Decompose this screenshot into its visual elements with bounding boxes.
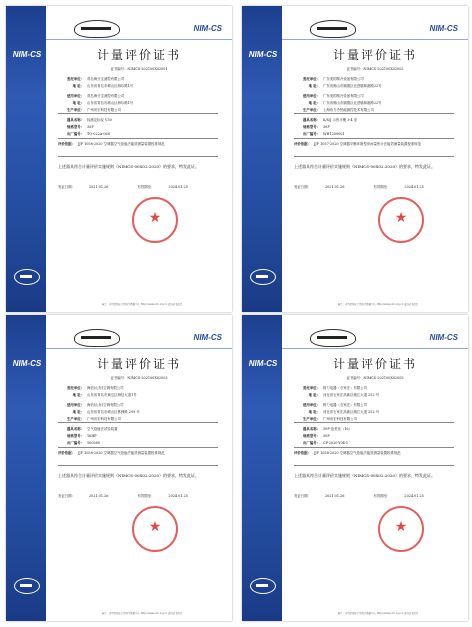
divider [58,138,218,139]
serial-value: CP-2020-Y04-1 [323,441,349,445]
field-label: 发证日期： [294,494,311,498]
field-label: 评价依据： [294,451,311,455]
applicant-address-row [294,83,462,88]
model-row [294,433,462,438]
instrument-value: 空气焓值法试验装置 [87,427,118,431]
field-label: 委托单位： [67,77,84,81]
dates-row [294,493,454,498]
field-label: 地 址： [72,101,84,105]
field-label: 委托单位： [303,386,320,390]
applicant-address-value: 山东省青岛市黄岛区海信大道1号 [87,393,137,397]
field-label: 规格型号： [67,125,84,129]
spec-row [58,451,218,456]
certificate-number: 证书编号：NIMCS-202100X02002 [346,67,404,71]
valid-date [373,493,437,498]
issue-date [294,493,358,498]
user-address-row [294,100,462,105]
instrument-row [294,426,462,431]
valid-date-value: 2024.01.25 [168,494,188,498]
applicant-address-value: 河北省石家庄高新区湘江大道 252 号 [323,393,380,397]
field-label: 发证日期： [58,185,75,189]
divider [294,447,454,448]
field-label: 委托单位： [303,77,320,81]
divider [294,138,454,139]
field-label: 生产单位： [303,417,320,421]
side-band [6,6,46,312]
star-icon: ★ [394,519,408,535]
user-value: 海信(山东)空调有限公司 [87,403,124,407]
spec-value: JJF 1058-2020 空调器空气焓值法能效测量装置校准规范 [77,451,165,455]
manufacturer-value: 广州讯宏科技有限公司 [87,108,121,112]
instrument-value: K/S/J 示热平衡 3-4 室 [323,118,358,122]
field-label: 使用单位： [67,94,84,98]
applicant-value: 青岛海分宝测控有限公司 [87,77,125,81]
official-seal [132,506,178,552]
certificate-card [242,6,468,312]
spec-row [58,142,218,147]
field-label: 发证日期： [58,494,75,498]
serial-value: 100580 [87,441,100,445]
brand-mark: NIM-CS [193,24,222,33]
serial-row [294,131,462,136]
footer-note: 备注：可登录国家计量科学数据中心 http://www.nim.org.cn 查询证书信息 [337,612,419,615]
field-label: 有效期至： [137,494,155,498]
field-label: 规格型号： [303,434,320,438]
user-address-value: 山东省青岛市崂山区株洲路 299 号 [87,410,140,414]
issue-date-value: 2021.01.26 [324,494,345,498]
spec-value: JJF 1058-2020 空调器空气焓值法能效测量装置校准规范 [77,142,165,146]
divider [58,447,218,448]
certificate-card [6,315,232,621]
field-label: 生产单位： [303,108,320,112]
certificate-title: 计量评价证书 [96,48,181,62]
nim-emblem-icon [74,20,120,38]
instrument-value: 检测定标仪 V30 [87,118,112,122]
brand-mark: NIM-CS [193,333,222,342]
divider [294,113,454,114]
official-seal [378,197,424,243]
serial-row [294,440,462,445]
serial-value: TQ-022A-068 [87,132,110,136]
valid-date-value: 2024.01.25 [404,185,424,189]
band-brand: NIM-CS [12,50,42,59]
model-value: 30P [87,125,94,129]
band-brand: NIM-CS [12,359,42,368]
field-label: 地 址： [308,410,320,414]
band-brand: NIM-CS [248,359,278,368]
nim-emblem-icon [310,329,356,347]
result-statement: 上述器具符合计量评价实施规则（NIMCS-00X02:2020）的要求，特发此证。 [58,164,200,169]
field-label: 使用单位： [303,403,320,407]
side-band [242,315,282,621]
user-row [294,93,462,98]
manufacturer-row [294,107,462,112]
user-address-value: 山东省青岛市崂山区海尔路1号 [87,101,134,105]
field-label: 出厂编号： [67,441,84,445]
field-label: 有效期至： [373,185,391,189]
nim-emblem-icon [310,20,356,38]
nim-logo-icon [250,578,276,594]
model-row [58,124,226,129]
side-band [242,6,282,312]
user-row [58,402,226,407]
valid-date-value: 2024.01.25 [404,494,424,498]
field-label: 出厂编号： [67,132,84,136]
field-label: 地 址： [308,101,320,105]
result-statement: 上述器具符合计量评价实施规则（NIMCS-00X02:2020）的要求，特发此证。 [58,473,200,478]
certificate-number: 证书编号：NIMCS-202100X02005 [346,376,404,380]
field-label: 生产单位： [67,417,84,421]
official-seal [132,197,178,243]
applicant-value: 海信(山东)空调有限公司 [87,386,124,390]
user-value: 格力电器（石家庄）有限公司 [323,403,368,407]
valid-date [137,184,201,189]
manufacturer-row [58,107,226,112]
certificate-title: 计量评价证书 [332,48,417,62]
issue-date-value: 2021.01.26 [324,185,345,189]
model-value: 30P [323,434,330,438]
field-label: 出厂编号： [303,132,320,136]
field-label: 评价依据： [294,142,311,146]
divider [46,39,232,40]
field-label: 地 址： [308,84,320,88]
issue-date [58,493,122,498]
user-address-value: 河北省石家庄高新区湘江大道 252 号 [323,410,380,414]
dates-row [58,493,218,498]
instrument-row [58,426,226,431]
manufacturer-value: 广州讯宏科技有限公司 [87,417,121,421]
serial-row [58,131,226,136]
model-value: 30P [323,125,330,129]
field-label: 地 址： [72,84,84,88]
user-address-value: 广东省佛山市顺德区北滘镇林港路22号 [323,101,382,105]
field-label: 使用单位： [303,94,320,98]
divider [58,156,218,157]
valid-date [373,184,437,189]
band-brand: NIM-CS [248,50,278,59]
divider [294,156,454,157]
applicant-address-value: 山东省青岛市崂山区海尔路1号 [87,84,134,88]
model-row [58,433,226,438]
applicant-address-value: 广东省佛山市顺德区北滘镇林港路22号 [323,84,382,88]
valid-date-value: 2024.01.25 [168,185,188,189]
star-icon: ★ [394,210,408,226]
field-label: 出厂编号： [303,441,320,445]
user-row [294,402,462,407]
divider [58,422,218,423]
divider [282,348,468,349]
field-label: 评价依据： [58,451,75,455]
divider [282,39,468,40]
nim-emblem-icon [74,329,120,347]
star-icon: ★ [148,519,162,535]
applicant-value: 广东美的制冷设备有限公司 [323,77,364,81]
instrument-row [294,117,462,122]
certificate-title: 计量评价证书 [96,357,181,371]
nim-logo-icon [250,269,276,285]
manufacturer-value: 广州讯宏科技有限公司 [323,417,357,421]
applicant-address-row [294,392,462,397]
star-icon: ★ [148,210,162,226]
footer-note: 备注：可登录国家计量科学数据中心 http://www.nim.org.cn 查询证书信息 [101,303,183,306]
field-label: 评价依据： [58,142,75,146]
manufacturer-row [58,416,226,421]
field-label: 有效期至： [137,185,155,189]
applicant-row [294,385,462,390]
applicant-value: 格力电器（石家庄）有限公司 [323,386,368,390]
field-label: 规格型号： [303,125,320,129]
serial-value: WH1200001 [323,132,345,136]
footer-note: 备注：可登录国家计量科学数据中心 http://www.nim.org.cn 查询证书信息 [101,612,183,615]
certificate-number: 证书编号：NIMCS-202100X02003 [110,376,168,380]
spec-value: JJF 1058-2020 空调器空气焓值法能效测量装置校准规范 [313,451,401,455]
nim-logo-icon [14,578,40,594]
divider [58,465,218,466]
user-address-row [58,100,226,105]
field-label: 规格型号： [67,434,84,438]
field-label: 有效期至： [373,494,391,498]
field-label: 地 址： [72,393,84,397]
applicant-row [58,385,226,390]
brand-mark: NIM-CS [429,333,458,342]
user-value: 青岛海分宝测控有限公司 [87,94,125,98]
field-label: 器具名称： [67,118,84,122]
spec-row [294,451,454,456]
applicant-row [294,76,462,81]
field-label: 器具名称： [303,427,320,431]
field-label: 器具名称： [303,118,320,122]
certificate-card [242,315,468,621]
instrument-value: 30P 焓差室（16） [323,427,352,431]
issue-date-value: 2021.01.26 [88,185,109,189]
valid-date [137,493,201,498]
manufacturer-row [294,416,462,421]
user-address-row [294,409,462,414]
model-row [294,124,462,129]
field-label: 地 址： [308,393,320,397]
field-label: 器具名称： [67,427,84,431]
dates-row [294,184,454,189]
manufacturer-value: 上海协力冷热能测控技术有限公司 [323,108,374,112]
user-address-row [58,409,226,414]
result-statement: 上述器具符合计量评价实施规则（NIMCS-00X02:2020）的要求，特发此证。 [294,473,436,478]
field-label: 发证日期： [294,185,311,189]
applicant-row [58,76,226,81]
certificate-card [6,6,232,312]
user-value: 广东美的制冷设备有限公司 [323,94,364,98]
issue-date [294,184,358,189]
model-value: 16HP [87,434,97,438]
serial-row [58,440,226,445]
nim-logo-icon [14,269,40,285]
official-seal [378,506,424,552]
field-label: 生产单位： [67,108,84,112]
spec-row [294,142,454,147]
dates-row [58,184,218,189]
certificate-title: 计量评价证书 [332,357,417,371]
certificate-number: 证书编号：NIMCS-202100X02001 [110,67,168,71]
field-label: 使用单位： [67,403,84,407]
applicant-address-row [58,392,226,397]
user-row [58,93,226,98]
divider [46,348,232,349]
applicant-address-row [58,83,226,88]
divider [294,465,454,466]
issue-date-value: 2021.01.26 [88,494,109,498]
brand-mark: NIM-CS [429,24,458,33]
spec-value: JJF 1057-2020 空调器平衡环境型房间量热计法能效测量装置校准规范 [313,142,421,146]
side-band [6,315,46,621]
field-label: 委托单位： [67,386,84,390]
divider [294,422,454,423]
instrument-row [58,117,226,122]
divider [58,113,218,114]
field-label: 地 址： [72,410,84,414]
result-statement: 上述器具符合计量评价实施规则（NIMCS-00X02:2020）的要求，特发此证。 [294,164,436,169]
footer-note: 备注：可登录国家计量科学数据中心 http://www.nim.org.cn 查询证书信息 [337,303,419,306]
issue-date [58,184,122,189]
